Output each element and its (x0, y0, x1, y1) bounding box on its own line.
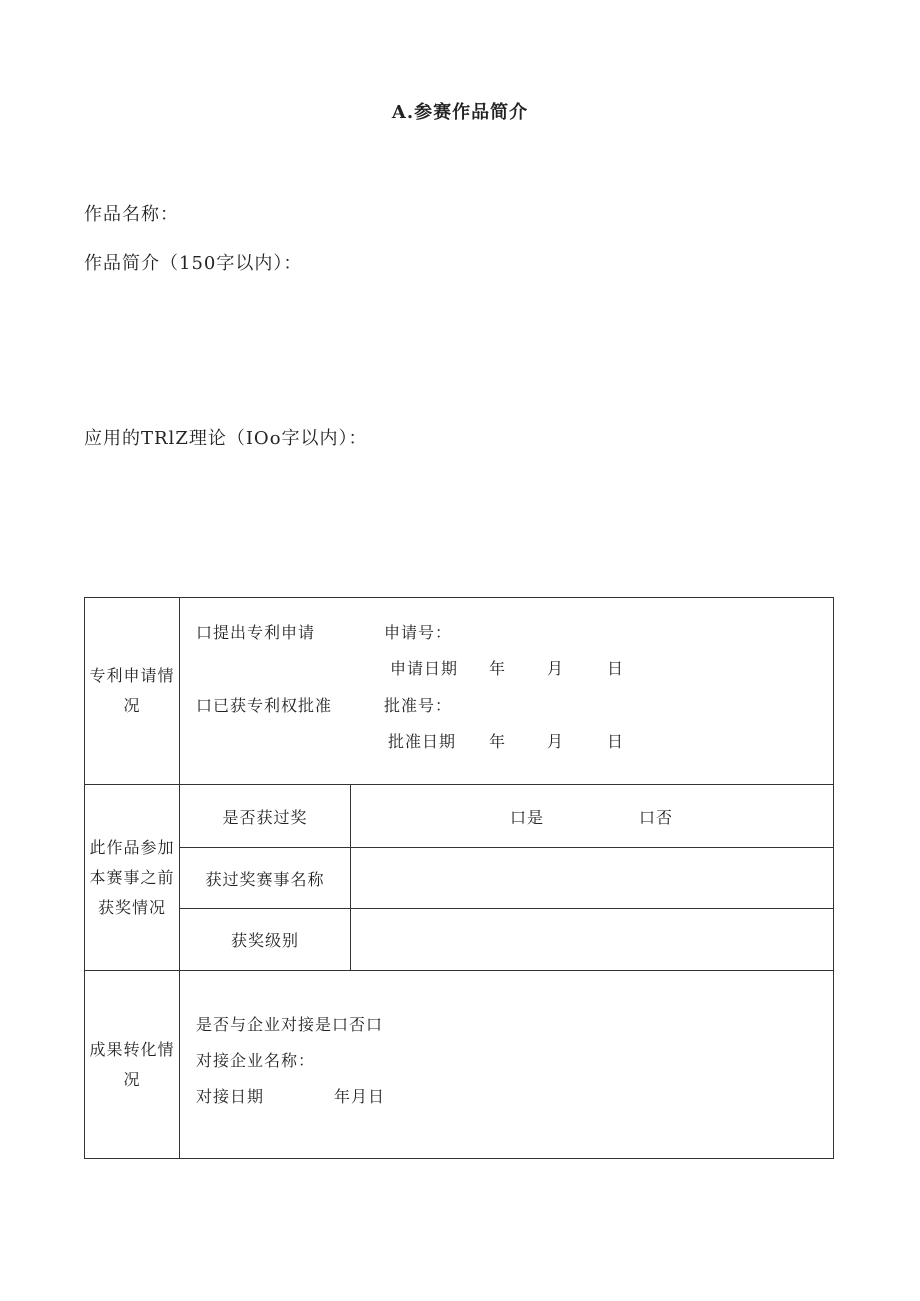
application-month-label: 月 (547, 659, 565, 678)
triz-theory-label: 应用的TRlZ理论（IOo字以内）： (84, 428, 368, 449)
grant-number-label: 批准号： (384, 696, 453, 715)
application-number-label: 申请号： (384, 623, 453, 642)
grant-day-label: 日 (607, 732, 625, 751)
patent-granted-checkbox[interactable]: 口已获专利权批准 (196, 696, 333, 715)
application-day-label: 日 (607, 659, 625, 678)
connect-date-ymd: 年月日 (334, 1087, 386, 1106)
grant-date-label: 批准日期 (388, 732, 457, 751)
page-title: A.参赛作品简介 (391, 102, 529, 123)
patent-row (85, 598, 834, 785)
application-date-label: 申请日期 (390, 659, 459, 678)
transfer-header-cell (85, 971, 180, 1159)
transfer-detail-cell (180, 971, 834, 1159)
application-year-label: 年 (489, 659, 507, 678)
work-intro-label: 作品简介（150字以内）： (84, 253, 303, 274)
awards-won-label: 是否获过奖 (180, 785, 351, 848)
enterprise-name-label: 对接企业名称： (196, 1051, 316, 1070)
award-level-row (85, 909, 834, 971)
awards-won-options-cell (351, 785, 834, 848)
awards-yes-checkbox[interactable]: 口是 (510, 808, 545, 827)
grant-month-label: 月 (547, 732, 565, 751)
award-level-label: 获奖级别 (180, 909, 351, 971)
enterprise-connect-question[interactable]: 是否与企业对接是口否口 (196, 1015, 384, 1034)
patent-applied-checkbox[interactable]: 口提出专利申请 (196, 623, 316, 642)
competition-name-row (85, 848, 834, 909)
awards-no-checkbox[interactable]: 口否 (639, 808, 674, 827)
work-name-label: 作品名称： (84, 204, 179, 225)
awards-header: 此作品参加本赛事之前获奖情况 (89, 837, 175, 917)
competition-name-input-cell[interactable] (351, 848, 834, 909)
transfer-header: 成果转化情况 (89, 1039, 175, 1089)
competition-name-label: 获过奖赛事名称 (180, 848, 351, 909)
grant-year-label: 年 (489, 732, 507, 751)
entry-info-table (84, 597, 834, 1159)
patent-header-cell (85, 598, 180, 785)
patent-detail-cell (180, 598, 834, 785)
patent-header: 专利申请情况 (89, 666, 175, 715)
awards-won-row (85, 785, 834, 848)
connect-date-label: 对接日期 (196, 1087, 265, 1106)
award-level-input-cell[interactable] (351, 909, 834, 971)
awards-header-cell (85, 785, 180, 971)
transfer-row (85, 971, 834, 1159)
